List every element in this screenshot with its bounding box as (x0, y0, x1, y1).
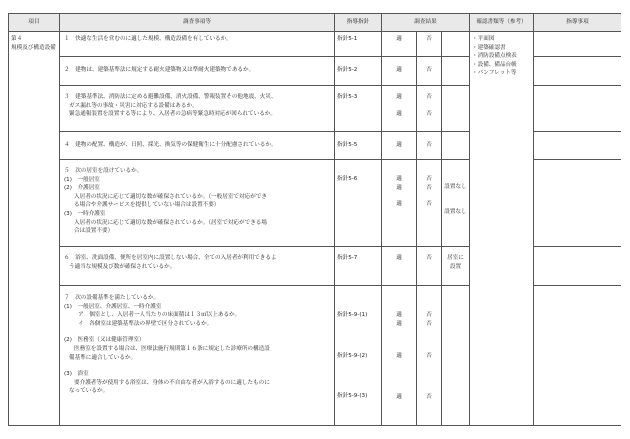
result-ng: 否 (417, 132, 442, 160)
result-ok: 適 (396, 312, 402, 318)
result-note-cell (442, 160, 470, 247)
guideline-6: 指針5-7 (335, 247, 382, 286)
instruction-cell (534, 32, 622, 57)
result-ok: 適 (396, 176, 402, 182)
item-3 (60, 86, 335, 132)
item-3-line: 緊急通報装置を設置する等により、入居者の急病等緊急時対応が図られているか。 (69, 111, 276, 118)
doc-item: ・消防設備点検表 (472, 53, 517, 60)
result-ng-cell (417, 86, 442, 132)
header-instruction: 指導事項 (534, 14, 622, 32)
result-ng: 否 (417, 247, 442, 286)
result-note: 設置 (449, 263, 462, 270)
result-ok: 適 (396, 201, 402, 208)
item-5-line: 入居者の状況に応じて適切な数が確保されているか。（一般居室で対応ができ (74, 193, 267, 200)
item-7-line: (1) 一般居室、介護居室、一時介護室 (64, 303, 162, 310)
header-result: 調査結果 (382, 14, 470, 32)
table-row (9, 32, 622, 57)
doc-item: ・設備、備品台帳 (472, 61, 517, 68)
result-ok: 適 (396, 353, 402, 360)
result-ok: 適 (382, 32, 417, 57)
guideline-3: 指針5-3 (335, 86, 382, 132)
result-ng: 否 (426, 353, 432, 360)
result-ok: 適 (396, 184, 402, 191)
result-ng-cell (417, 160, 442, 247)
instruction-cell (534, 86, 622, 132)
item-5-line: (2) 介護居室 (64, 185, 100, 192)
item-4: ４ 建物の配置、構造が、日照、採光、換気等の保健衛生に十分配慮されているか。 (60, 132, 335, 160)
result-ng: 否 (426, 184, 432, 191)
guideline-1: 指針5-1 (335, 32, 382, 57)
item-7-line: ア 個室とし、入居者一人当たりの床面積は１３㎡以上あるか。 (78, 312, 241, 319)
guideline-2: 指針5-2 (335, 57, 382, 86)
item-3-line: ガス漏れ等の事故・災害に対応する設備はあるか。 (69, 102, 198, 109)
result-note: 設置なし (444, 184, 467, 190)
result-ok: 適 (396, 94, 402, 100)
result-note-cell (442, 247, 470, 286)
result-ok: 適 (396, 110, 402, 117)
result-ok: 適 (382, 247, 417, 286)
result-ng: 否 (426, 312, 432, 318)
doc-item: ・平面図 (472, 36, 495, 42)
instruction-cell (534, 160, 622, 247)
result-ng: 否 (417, 57, 442, 86)
item-3-line: ３ 建築基準法、消防法に定める避難設備、消火設備、警報装置その他地震、火災、 (64, 94, 277, 100)
item-7-line: 医務室を設置する場合は、医療法施行規則第１６条に規定した診療所の構造設 (74, 345, 270, 352)
header-docs: 確認書類等（参考） (470, 14, 534, 32)
result-ok-cell (382, 160, 417, 247)
doc-item: ・建築確認書 (472, 44, 506, 51)
result-ok: 適 (396, 320, 402, 327)
item-5 (60, 160, 335, 247)
item-5-line: 合は設置不要） (74, 228, 114, 235)
result-ng: 否 (426, 176, 432, 182)
section-cell (9, 32, 60, 426)
item-7-line: (3) 浴室 (64, 371, 89, 378)
result-ng: 否 (426, 110, 432, 117)
instruction-cell (534, 247, 622, 286)
instruction-cell (534, 286, 622, 426)
item-5-line: (3) 一時介護室 (64, 210, 106, 217)
item-6-line: ６ 浴室、洗面設備、便所を居室内に設置しない場合、全ての入居者が利用できるよ (64, 255, 277, 261)
guideline-7 (335, 286, 382, 426)
result-note: 設置なし (444, 208, 467, 215)
item-7-line: 備基準に適合しているか。 (69, 354, 137, 361)
inspection-sheet (8, 13, 621, 438)
section-number: 第４ (11, 36, 23, 42)
item-5-line: る場合や介護サービスを提供していない場合は設置不要） (74, 202, 220, 209)
docs-cell (470, 32, 534, 426)
header-matters: 調査事項等 (60, 14, 335, 32)
result-ng: 否 (426, 393, 432, 400)
header-row (9, 14, 622, 32)
item-6 (60, 247, 335, 286)
result-ok-cell (382, 286, 417, 426)
item-7-line: ７ 次の設備基準を満たしているか。 (64, 295, 160, 301)
result-ok: 適 (396, 393, 402, 400)
result-ok: 適 (382, 57, 417, 86)
item-6-line: う適当な規模及び数が確保されているか。 (69, 263, 176, 270)
item-5-line: ５ 次の居室を設けているか。 (64, 168, 143, 174)
header-guideline: 指導指針 (335, 14, 382, 32)
inspection-table (8, 13, 621, 426)
result-ng-cell (417, 286, 442, 426)
result-ng: 否 (426, 320, 432, 327)
guideline-5: 指針5-6 (335, 160, 382, 247)
result-ok-cell (382, 86, 417, 132)
item-7-line: 要介護者等が使用する浴室は、身体の不自由な者が入浴するのに適したものに (74, 379, 270, 386)
instruction-cell (534, 57, 622, 86)
item-7-line: (2) 医務室（又は健康管理室） (64, 337, 145, 344)
guideline-7-2: 指針5-9-(2) (337, 352, 368, 359)
guideline-7-1: 指針5-9-(1) (337, 312, 368, 318)
instruction-cell (534, 132, 622, 160)
section-title: 規模及び構造設備 (11, 44, 56, 51)
guideline-4: 指針5-5 (335, 132, 382, 160)
item-7-line: イ 各個室は建築基準法の界壁で区分されているか。 (78, 320, 213, 327)
result-ng: 否 (426, 201, 432, 208)
result-ok: 適 (382, 132, 417, 160)
item-5-line: (1) 一般居室 (64, 176, 100, 183)
guideline-7-3: 指針5-9-(3) (337, 393, 368, 400)
item-5-line: 入居者の状況に応じて適切な数が確保されているか。（居室で対応ができる場 (74, 219, 267, 226)
doc-item: ・パンフレット等 (472, 70, 517, 77)
result-ng: 否 (417, 32, 442, 57)
result-note: 居室に (447, 255, 464, 261)
item-7-line: なっているか。 (69, 388, 109, 395)
item-1: １ 快適な生活を営むのに適した規模、構造設備を有しているか。 (60, 32, 335, 57)
item-2: ２ 建物は、建築基準法に規定する耐火建築物又は準耐火建築物であるか。 (60, 57, 335, 86)
result-ng: 否 (426, 94, 432, 100)
header-item: 項目 (9, 14, 60, 32)
item-7 (60, 286, 335, 426)
